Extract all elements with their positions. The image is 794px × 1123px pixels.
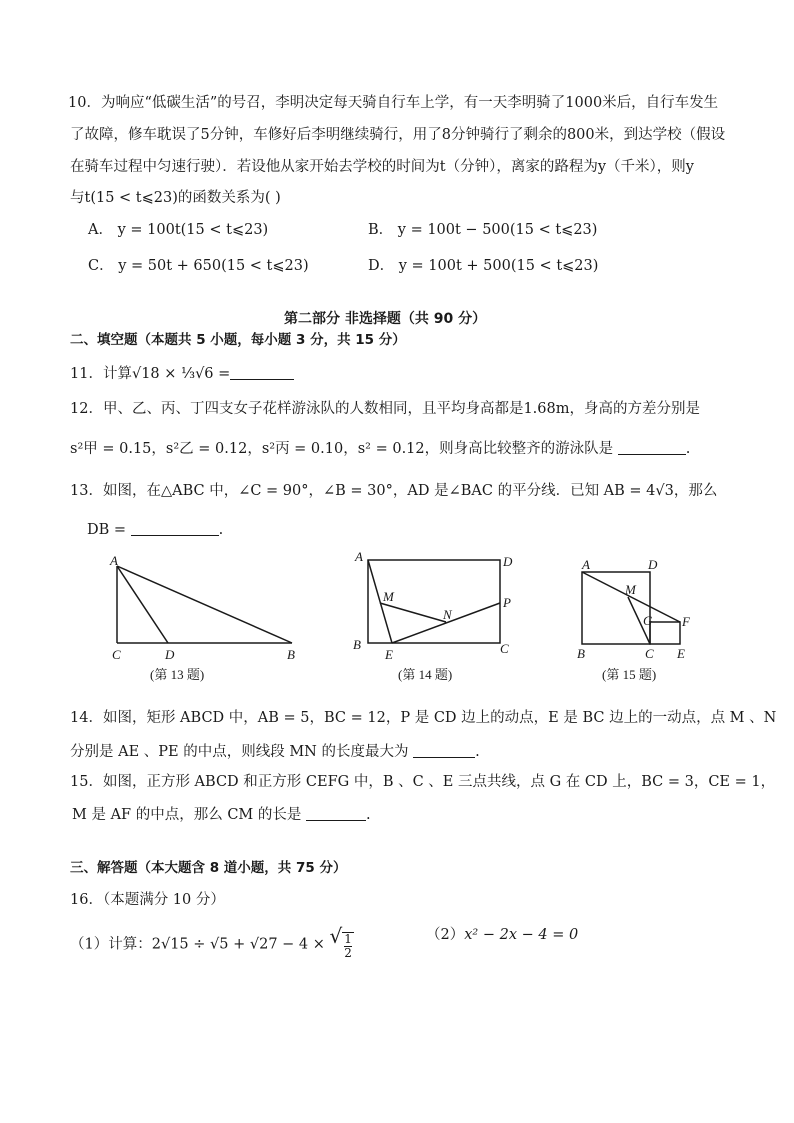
q16-part2-equation: x² − 2x − 4 = 0: [464, 927, 579, 943]
fig13-label-b: B: [287, 647, 295, 662]
fig14-label-n: N: [443, 607, 452, 622]
q16-part1-expression: 2√15 ÷ √5 + √27 − 4 ×: [151, 936, 325, 953]
fig13-label-c: C: [112, 647, 121, 662]
q10-option-c: C． y = 50t + 650(15 < t⩽23): [88, 258, 309, 274]
q14-line1: 14．如图，矩形 ABCD 中，AB = 5，BC = 12，P 是 CD 边上的动点，E 是 BC 边上的一动点，点 M 、N: [70, 710, 777, 726]
q15-period: .: [365, 807, 371, 823]
fig14-label-c: C: [500, 641, 509, 656]
fig15-caption: (第 15 题): [602, 667, 657, 682]
q10-line1: 10．为响应“低碳生活”的号召，李明决定每天骑自行车上学，有一天李明骑了1000米后，自行车发生: [68, 95, 719, 111]
fig15-label-e: E: [677, 646, 685, 661]
q13-answer-blank[interactable]: [131, 521, 219, 536]
q12-line1: 12．甲、乙、丙、丁四支女子花样游泳队的人数相同，且平均身高都是1.68m，身高的方差分别是: [70, 401, 700, 417]
fig14-caption: (第 14 题): [398, 667, 453, 682]
fig15-label-d: D: [648, 557, 658, 572]
part2-title: 第二部分 非选择题（共 90 分）: [284, 311, 487, 327]
q13-line1: 13．如图，在△ABC 中，∠C = 90°，∠B = 30°，AD 是∠BAC 的平分线．已知 AB = 4√3，那么: [70, 483, 718, 499]
q11-prefix: 11．计算: [70, 366, 132, 382]
q15-answer-blank[interactable]: [306, 806, 366, 821]
q11-answer-blank[interactable]: [230, 365, 294, 380]
fig14-label-m: M: [383, 589, 394, 604]
q13-db-label: DB =: [87, 522, 127, 538]
fig15-label-f: F: [682, 614, 690, 629]
q12-answer-blank[interactable]: [618, 440, 686, 455]
q14-text: 分别是 AE 、PE 的中点，则线段 MN 的长度最大为: [70, 744, 409, 760]
fig14-label-d: D: [503, 554, 513, 569]
q10-line2: 了故障，修车耽误了5分钟，车修好后李明继续骑行，用了8分钟骑行了剩余的800米，到达学校（假设: [70, 127, 726, 143]
q10-option-a: A． y = 100t(15 < t⩽23): [88, 222, 269, 238]
q15-text: M 是 AF 的中点，那么 CM 的长是: [72, 807, 302, 823]
q12-line2: [70, 440, 690, 457]
fig14-label-e: E: [385, 647, 393, 662]
q12-period: .: [685, 441, 691, 457]
fig13-label-d: D: [165, 647, 175, 662]
q11: [70, 365, 294, 382]
fig15-label-m: M: [625, 582, 636, 597]
figures-area: [0, 540, 794, 690]
fig14-label-a: A: [355, 549, 363, 564]
fig15-label-a: A: [582, 557, 590, 572]
fig14-label-b: B: [353, 637, 361, 652]
q14-period: .: [475, 744, 480, 760]
q16-part1-sqrt-fraction: √ $\frac{1}{2}$: [329, 924, 352, 960]
q16-part2: [426, 928, 578, 943]
q15-line1: 15．如图，正方形 ABCD 和正方形 CEFG 中，B 、C 、E 三点共线，点 G 在 CD 上，BC = 3，CE = 1，: [70, 774, 776, 790]
fig15-label-c: C: [645, 646, 654, 661]
q10-option-b: B． y = 100t − 500(15 < t⩽23): [368, 222, 598, 238]
q15-line2: [72, 806, 371, 823]
fig15-label-g: G: [643, 613, 653, 628]
fig13-label-a: A: [110, 553, 118, 568]
q10-line4: 与t(15 < t⩽23)的函数关系为( ): [70, 190, 281, 206]
q16-part1: [70, 924, 354, 961]
section3-title: 三、解答题（本大题含 8 道小题，共 75 分）: [70, 860, 347, 876]
q16-title: 16．（本题满分 10 分）: [70, 892, 225, 908]
q16-part2-prefix: （2）: [426, 927, 465, 943]
q12-variances: s²甲 = 0.15，s²乙 = 0.12，s²丙 = 0.10，s² = 0.12，则身高比较整齐的游泳队是: [70, 441, 614, 457]
q14-answer-blank[interactable]: [413, 743, 475, 758]
q11-expression: √18 × ⅓√6 =: [131, 366, 231, 382]
q10-line3: 在骑车过程中匀速行驶）．若设他从家开始去学校的时间为t（分钟），离家的路程为y（千米），则y: [70, 159, 694, 175]
fig15-label-b: B: [577, 646, 585, 661]
fig14-label-p: P: [503, 595, 511, 610]
fig13-caption: (第 13 题): [150, 667, 205, 682]
figure-13-triangle: [117, 566, 292, 643]
q13-line2: [87, 521, 223, 538]
q14-line2: [70, 743, 480, 760]
q16-part1-prefix: （1）计算：: [70, 936, 152, 953]
section2-title: 二、填空题（本题共 5 小题，每小题 3 分，共 15 分）: [70, 332, 406, 348]
q10-option-d: D． y = 100t + 500(15 < t⩽23): [368, 258, 599, 274]
q13-period: .: [218, 522, 224, 538]
